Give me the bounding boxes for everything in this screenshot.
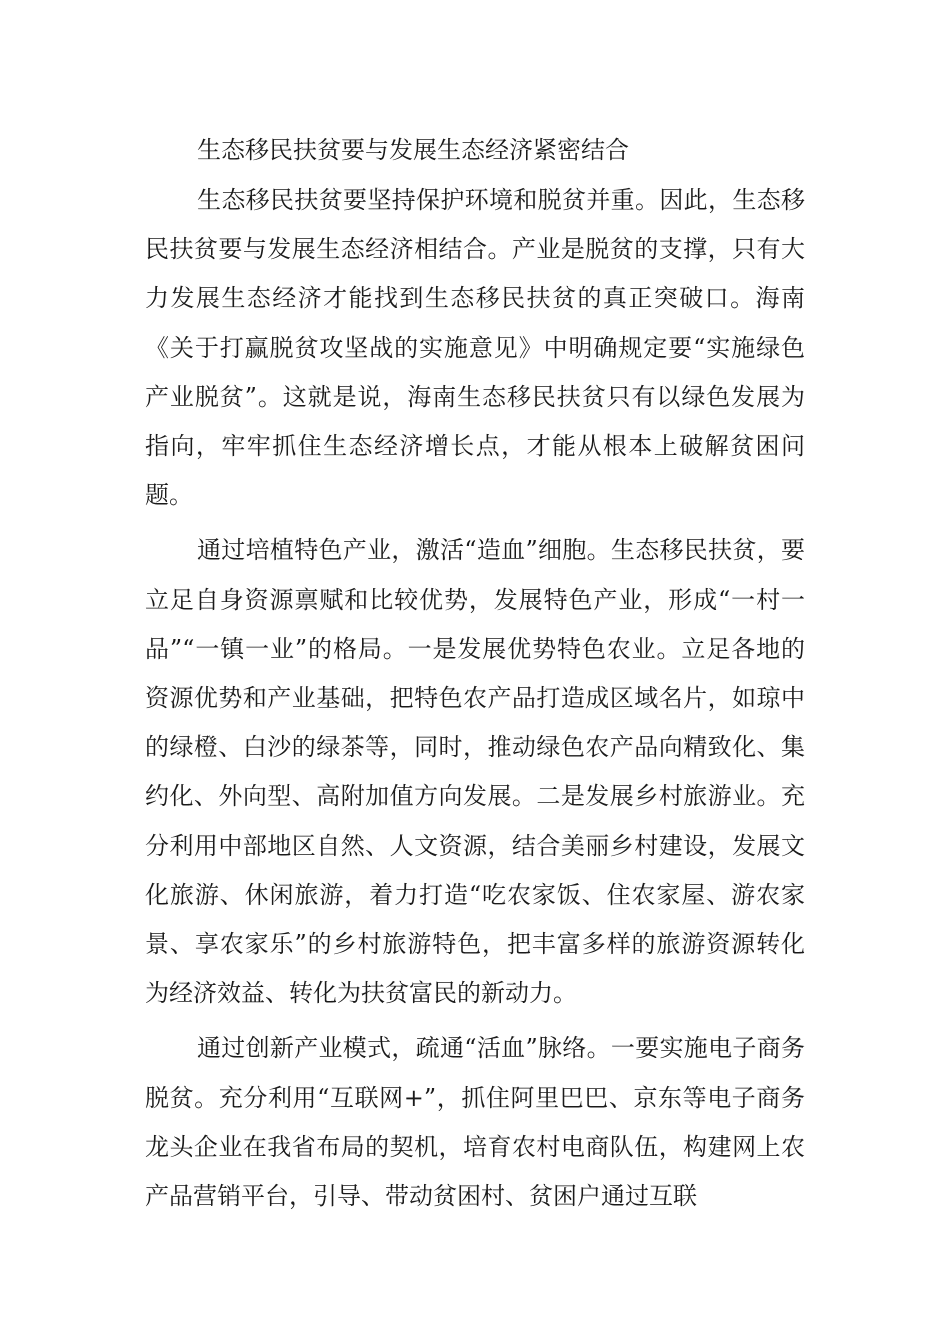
document-title: 生态移民扶贫要与发展生态经济紧密结合 [197,136,629,164]
paragraph-1: 生态移民扶贫要坚持保护环境和脱贫并重。因此，生态移民扶贫要与发展生态经济相结合。产业是脱贫的支撑，只有大力发展生态经济才能找到生态移民扶贫的真正突破口。海南《关于打赢脱贫攻坚战的实施意见》中明确规定要“实施绿色产业脱贫”。这就是说，海南生态移民扶贫只有以绿色发展为指向，牢牢抓住生态经济增长点，才能从根本上破解贫困问题。 [145,186,805,510]
paragraph-2: 通过培植特色产业，激活“造血”细胞。生态移民扶贫，要立足自身资源禀赋和比较优势，发展特色产业，形成“一村一品”“一镇一业”的格局。一是发展优势特色农业。立足各地的资源优势和产业基础，把特色农产品打造成区域名片，如琼中的绿橙、白沙的绿茶等，同时，推动绿色农产品向精致化、集约化、外向型、高附加值方向发展。二是发展乡村旅游业。充分利用中部地区自然、人文资源，结合美丽乡村建设，发展文化旅游、休闲旅游，着力打造“吃农家饭、住农家屋、游农家景、享农家乐”的乡村旅游特色，把丰富多样的旅游资源转化为经济效益、转化为扶贫富民的新动力。 [145,536,805,1008]
paragraph-3: 通过创新产业模式，疏通“活血”脉络。一要实施电子商务脱贫。充分利用“互联网+”，抓住阿里巴巴、京东等电子商务龙头企业在我省布局的契机，培育农村电商队伍，构建网上农产品营销平台，引导、带动贫困村、贫困户通过互联 [145,1034,805,1211]
document-body [145,128,805,1227]
